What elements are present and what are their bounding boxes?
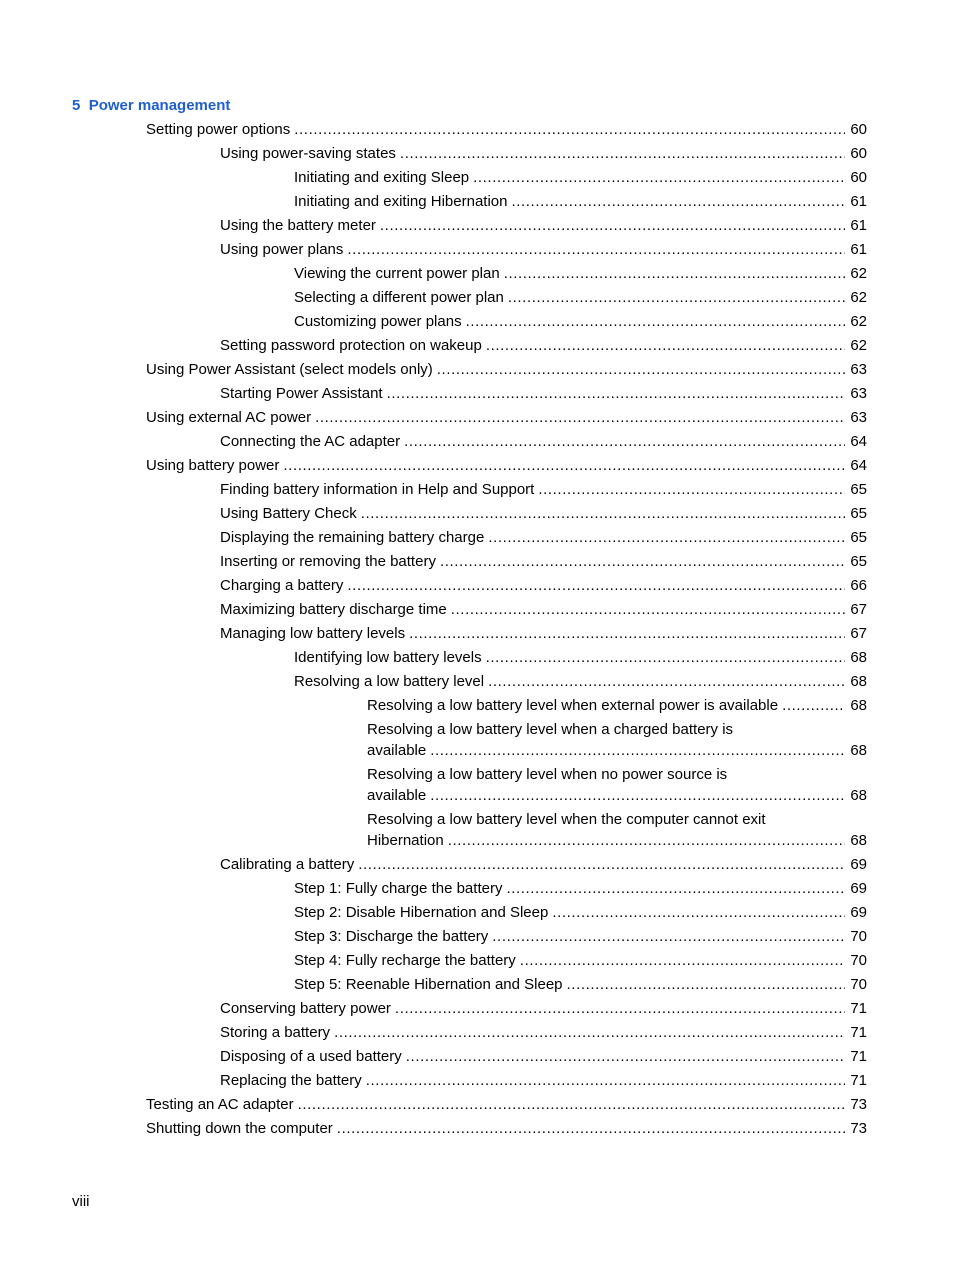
toc-page-number: 63 xyxy=(850,385,867,402)
toc-page-number: 60 xyxy=(850,145,867,162)
toc-entry-title: Finding battery information in Help and Support xyxy=(220,481,535,498)
toc-page-number: 73 xyxy=(850,1096,867,1113)
dot-leader xyxy=(538,480,845,500)
toc-entry[interactable] xyxy=(0,672,954,696)
toc-page-number: 68 xyxy=(850,742,867,759)
toc-entry-title: Connecting the AC adapter xyxy=(220,433,401,450)
toc-entry[interactable] xyxy=(0,600,954,624)
toc-entry-title: Resolving a low battery level when a charged battery is xyxy=(367,721,734,738)
dot-leader xyxy=(380,216,845,236)
dot-leader xyxy=(552,903,845,923)
dot-leader xyxy=(347,240,845,260)
toc-page-number: 60 xyxy=(850,121,867,138)
toc-entry-title: Conserving battery power xyxy=(220,1000,391,1017)
toc-entry[interactable] xyxy=(0,528,954,552)
dot-leader xyxy=(400,144,845,164)
dot-leader xyxy=(366,1071,845,1091)
toc-entry[interactable] xyxy=(0,144,954,168)
toc-entry-title: Step 5: Reenable Hibernation and Sleep xyxy=(294,976,563,993)
chapter-title: Power management xyxy=(88,97,231,114)
toc-page-number: 73 xyxy=(850,1120,867,1137)
dot-leader xyxy=(567,975,845,995)
dot-leader xyxy=(347,576,845,596)
toc-page-number: 69 xyxy=(850,904,867,921)
toc-page-number: 64 xyxy=(850,433,867,450)
toc-entry-title: Using external AC power xyxy=(146,409,312,426)
toc-entry[interactable] xyxy=(0,720,954,765)
toc-page-number: 68 xyxy=(850,649,867,666)
dot-leader xyxy=(409,624,845,644)
toc-entry-title: Using Power Assistant (select models only) xyxy=(146,361,433,378)
toc-entry[interactable] xyxy=(0,408,954,432)
dot-leader xyxy=(486,648,845,668)
toc-page-number: 61 xyxy=(850,241,867,258)
toc-entry-title: Initiating and exiting Hibernation xyxy=(294,193,508,210)
toc-entry[interactable] xyxy=(0,576,954,600)
toc-page-number: 70 xyxy=(850,952,867,969)
toc-page-number: 69 xyxy=(850,856,867,873)
toc-entry[interactable] xyxy=(0,1095,954,1119)
toc-page-number: 68 xyxy=(850,832,867,849)
toc-entry-title: Inserting or removing the battery xyxy=(220,553,436,570)
toc-entry-title: Resolving a low battery level xyxy=(294,673,485,690)
toc-entry[interactable] xyxy=(0,1023,954,1047)
toc-entry-title-continued: available xyxy=(367,787,427,804)
toc-entry[interactable] xyxy=(0,504,954,528)
dot-leader xyxy=(492,927,845,947)
dot-leader xyxy=(294,120,845,140)
toc-entry[interactable] xyxy=(0,312,954,336)
toc-page-number: 60 xyxy=(850,169,867,186)
toc-entry[interactable] xyxy=(0,999,954,1023)
dot-leader xyxy=(361,504,845,524)
dot-leader xyxy=(437,360,845,380)
toc-entry-title: Step 4: Fully recharge the battery xyxy=(294,952,516,969)
toc-entry[interactable] xyxy=(0,432,954,456)
toc-entry[interactable] xyxy=(0,1047,954,1071)
toc-entry[interactable] xyxy=(0,927,954,951)
toc-entry[interactable] xyxy=(0,552,954,576)
dot-leader xyxy=(520,951,845,971)
dot-leader xyxy=(508,288,845,308)
toc-entry-title: Displaying the remaining battery charge xyxy=(220,529,485,546)
toc-entry-title: Setting password protection on wakeup xyxy=(220,337,482,354)
toc-entry-title: Using battery power xyxy=(146,457,280,474)
toc-page-number: 63 xyxy=(850,409,867,426)
toc-page-number: 62 xyxy=(850,289,867,306)
toc-entry[interactable] xyxy=(0,288,954,312)
page-number-footer: viii xyxy=(72,1193,90,1210)
chapter-number: 5 xyxy=(72,97,81,114)
toc-entry-title: Selecting a different power plan xyxy=(294,289,504,306)
toc-entry-title: Storing a battery xyxy=(220,1024,331,1041)
table-of-contents xyxy=(0,120,954,1143)
dot-leader xyxy=(782,696,845,716)
toc-entry-title: Using Battery Check xyxy=(220,505,357,522)
dot-leader xyxy=(337,1119,845,1139)
toc-page-number: 65 xyxy=(850,481,867,498)
toc-page-number: 71 xyxy=(850,1072,867,1089)
toc-entry[interactable] xyxy=(0,240,954,264)
dot-leader xyxy=(504,264,845,284)
toc-entry-title: Customizing power plans xyxy=(294,313,462,330)
toc-page-number: 65 xyxy=(850,529,867,546)
toc-entry[interactable] xyxy=(0,879,954,903)
dot-leader xyxy=(358,855,845,875)
toc-entry[interactable] xyxy=(0,975,954,999)
toc-page-number: 68 xyxy=(850,673,867,690)
toc-entry[interactable] xyxy=(0,765,954,810)
toc-page-number: 62 xyxy=(850,313,867,330)
toc-entry-title: Using power-saving states xyxy=(220,145,396,162)
toc-entry[interactable] xyxy=(0,264,954,288)
toc-entry-title: Resolving a low battery level when the computer cannot exit xyxy=(367,811,766,828)
toc-page-number: 65 xyxy=(850,505,867,522)
toc-entry-title: Resolving a low battery level when no power source is xyxy=(367,766,728,783)
toc-entry-title: Calibrating a battery xyxy=(220,856,355,873)
toc-entry-title: Shutting down the computer xyxy=(146,1120,333,1137)
toc-entry[interactable] xyxy=(0,480,954,504)
toc-page-number: 64 xyxy=(850,457,867,474)
dot-leader xyxy=(451,600,845,620)
dot-leader xyxy=(334,1023,845,1043)
toc-page-number: 67 xyxy=(850,625,867,642)
dot-leader xyxy=(486,336,845,356)
dot-leader xyxy=(406,1047,845,1067)
toc-page-number: 68 xyxy=(850,697,867,714)
toc-entry-title: Setting power options xyxy=(146,121,291,138)
toc-page-number: 69 xyxy=(850,880,867,897)
toc-page-number: 71 xyxy=(850,1024,867,1041)
toc-entry-title: Resolving a low battery level when external power is available xyxy=(367,697,779,714)
toc-entry[interactable] xyxy=(0,360,954,384)
toc-page-number: 61 xyxy=(850,217,867,234)
toc-entry[interactable] xyxy=(0,192,954,216)
toc-entry-title: Starting Power Assistant xyxy=(220,385,383,402)
toc-entry-title: Step 3: Discharge the battery xyxy=(294,928,489,945)
toc-entry-title: Testing an AC adapter xyxy=(146,1096,294,1113)
dot-leader xyxy=(466,312,845,332)
toc-entry-title: Using the battery meter xyxy=(220,217,376,234)
toc-entry-title: Step 1: Fully charge the battery xyxy=(294,880,503,897)
toc-entry[interactable] xyxy=(0,168,954,192)
toc-entry-title-continued: available xyxy=(367,742,427,759)
toc-page-number: 71 xyxy=(850,1048,867,1065)
dot-leader xyxy=(283,456,845,476)
toc-page-number: 68 xyxy=(850,787,867,804)
toc-entry[interactable] xyxy=(0,624,954,648)
dot-leader xyxy=(448,831,845,851)
toc-entry-title: Initiating and exiting Sleep xyxy=(294,169,470,186)
toc-entry[interactable] xyxy=(0,120,954,144)
toc-page-number: 70 xyxy=(850,928,867,945)
dot-leader xyxy=(440,552,845,572)
toc-entry[interactable] xyxy=(0,1071,954,1095)
toc-entry[interactable] xyxy=(0,216,954,240)
dot-leader xyxy=(298,1095,845,1115)
toc-page-number: 62 xyxy=(850,337,867,354)
toc-entry-title: Disposing of a used battery xyxy=(220,1048,402,1065)
toc-entry[interactable] xyxy=(0,384,954,408)
toc-page-number: 61 xyxy=(850,193,867,210)
toc-page-number: 63 xyxy=(850,361,867,378)
toc-entry-title: Identifying low battery levels xyxy=(294,649,482,666)
toc-entry[interactable] xyxy=(0,903,954,927)
toc-entry-title: Maximizing battery discharge time xyxy=(220,601,447,618)
toc-page-number: 62 xyxy=(850,265,867,282)
toc-entry[interactable] xyxy=(0,696,954,720)
dot-leader xyxy=(430,741,845,761)
toc-entry[interactable] xyxy=(0,648,954,672)
dot-leader xyxy=(488,672,845,692)
chapter-heading[interactable] xyxy=(72,96,230,116)
dot-leader xyxy=(315,408,845,428)
toc-entry-title: Replacing the battery xyxy=(220,1072,362,1089)
toc-entry-title-continued: Hibernation xyxy=(367,832,444,849)
toc-entry-title: Step 2: Disable Hibernation and Sleep xyxy=(294,904,549,921)
dot-leader xyxy=(430,786,845,806)
toc-page-number: 67 xyxy=(850,601,867,618)
toc-page-number: 70 xyxy=(850,976,867,993)
dot-leader xyxy=(488,528,845,548)
dot-leader xyxy=(511,192,845,212)
toc-page-number: 66 xyxy=(850,577,867,594)
toc-entry[interactable] xyxy=(0,336,954,360)
dot-leader xyxy=(395,999,845,1019)
toc-entry-title: Using power plans xyxy=(220,241,344,258)
dot-leader xyxy=(387,384,845,404)
toc-entry[interactable] xyxy=(0,951,954,975)
toc-entry[interactable] xyxy=(0,1119,954,1143)
toc-entry-title: Charging a battery xyxy=(220,577,344,594)
toc-entry[interactable] xyxy=(0,810,954,855)
toc-entry-title: Viewing the current power plan xyxy=(294,265,500,282)
dot-leader xyxy=(473,168,845,188)
toc-page-number: 71 xyxy=(850,1000,867,1017)
dot-leader xyxy=(506,879,845,899)
toc-entry[interactable] xyxy=(0,855,954,879)
toc-page-number: 65 xyxy=(850,553,867,570)
toc-entry-title: Managing low battery levels xyxy=(220,625,406,642)
dot-leader xyxy=(404,432,845,452)
toc-entry[interactable] xyxy=(0,456,954,480)
